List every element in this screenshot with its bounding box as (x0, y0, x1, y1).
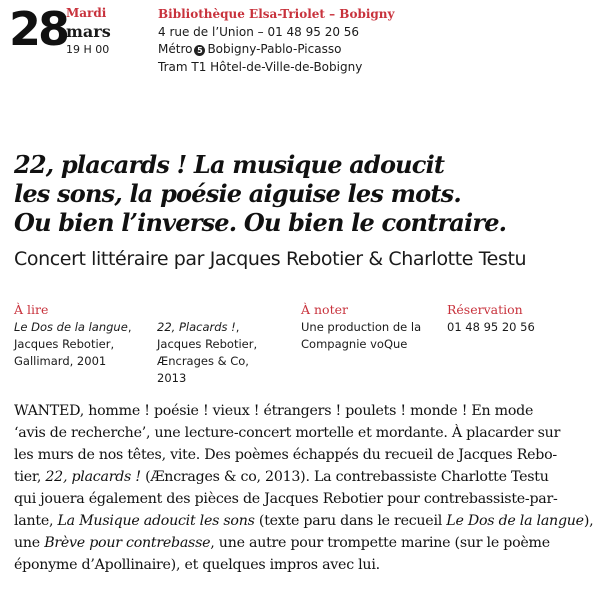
reservation-phone: 01 48 95 20 56 (447, 320, 535, 334)
text-run: une (14, 535, 45, 551)
a-noter-line: Une production de la (301, 320, 422, 334)
book-reference (157, 319, 279, 387)
event-weekday: Mardi (66, 6, 107, 20)
metro-label: Métro (158, 42, 193, 56)
text-run: lante, (14, 513, 58, 529)
text-run: tier, (14, 469, 46, 485)
article-line: éponyme d’Apollinaire), et quelques impros avec lui. (14, 557, 380, 573)
article-line (14, 466, 598, 488)
event-date-details (66, 6, 111, 57)
reservation-heading: Réservation (447, 302, 523, 317)
event-subtitle: Concert littéraire par Jacques Rebotier & Charlotte Testu (14, 248, 527, 270)
book-title: Le Dos de la langue (446, 513, 584, 529)
venue-name: Bibliothèque Elsa-Triolet – Bobigny (158, 7, 395, 21)
article-line: les murs de nos têtes, vite. Des poèmes échappés du recueil de Jacques Rebo- (14, 447, 557, 463)
article-line: qui jouera également des pièces de Jacques Rebotier pour contrebassiste-par- (14, 491, 558, 507)
venue-metro (158, 41, 395, 59)
metro-line-icon: 5 (194, 45, 205, 56)
text-run: , une autre pour trompette marine (sur le poème (210, 535, 550, 551)
book-title: 22, placards ! (45, 469, 141, 485)
venue-block (158, 6, 395, 76)
venue-tram: Tram T1 Hôtel-de-Ville-de-Bobigny (158, 59, 363, 74)
article-body (14, 400, 598, 576)
text-run: ), (583, 513, 594, 529)
book-title: 22, Placards ! (157, 320, 236, 334)
event-month: mars (66, 22, 111, 41)
a-noter-heading: À noter (301, 302, 348, 317)
article-line: ‘avis de recherche’, une lecture-concert mortelle et mordante. À placarder sur (14, 425, 561, 441)
article-line (14, 532, 598, 554)
a-noter-section (301, 302, 441, 353)
text-run: (Æncrages & co, 2013). La contrebassiste Charlotte Testu (140, 469, 549, 485)
work-title: La Musique adoucit les sons (57, 513, 255, 529)
article-line: WANTED, homme ! poésie ! vieux ! étrangers ! poulets ! monde ! En mode (14, 403, 534, 419)
a-lire-section (14, 302, 304, 385)
book-reference (14, 319, 136, 370)
event-title (14, 150, 594, 237)
event-day-number: 28 (9, 2, 68, 56)
work-title: Brève pour contrebasse (44, 535, 211, 551)
text-run: (texte paru dans le recueil (254, 513, 447, 529)
book-details: , Jacques Rebotier, Gallimard, 2001 (14, 320, 132, 368)
title-line: Ou bien l’inverse. Ou bien le contraire. (14, 208, 507, 237)
title-line: les sons, la poésie aiguise les mots. (14, 179, 461, 208)
venue-address: 4 rue de l’Union – 01 48 95 20 56 (158, 24, 360, 39)
a-lire-heading: À lire (14, 302, 49, 317)
article-line (14, 510, 598, 532)
a-noter-line: Compagnie voQue (301, 337, 408, 351)
book-title: Le Dos de la langue (14, 320, 128, 334)
metro-station: Bobigny-Pablo-Picasso (207, 42, 342, 56)
title-line: 22, placards ! La musique adoucit (14, 150, 445, 179)
reservation-section (447, 302, 597, 336)
book-details: , Jacques Rebotier, Æncrages & Co, 2013 (157, 320, 258, 385)
event-time: 19 H 00 (66, 43, 110, 56)
